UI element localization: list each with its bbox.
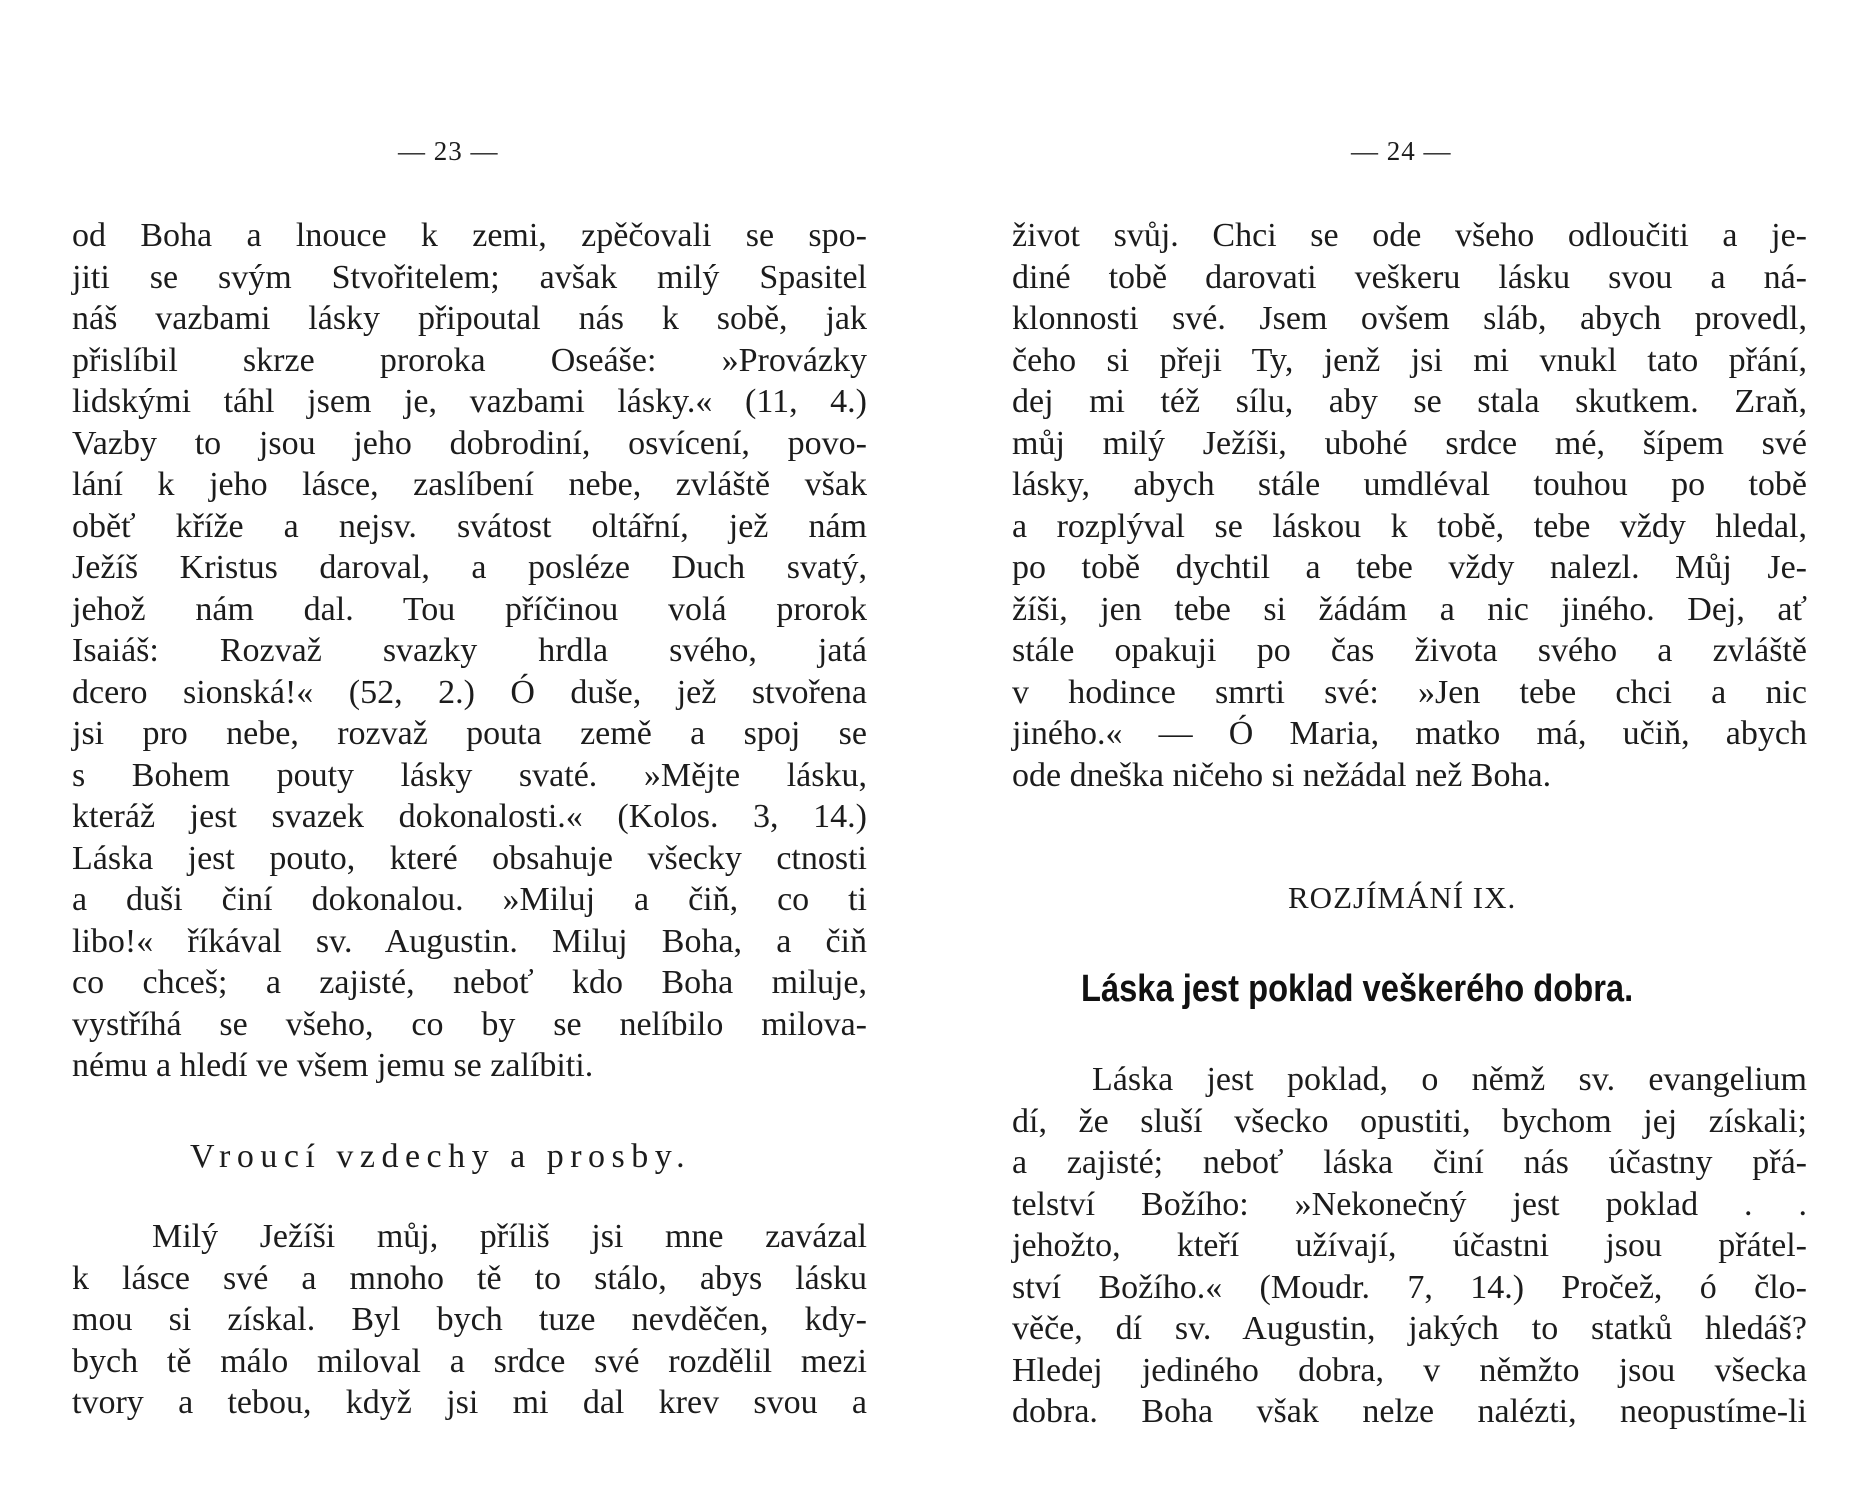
section-heading-prayers: Vroucí vzdechy a prosby. [190, 1138, 692, 1175]
text-line: náš vazbami lásky připoutal nás k sobě, jak [72, 300, 867, 337]
text-line: jsi pro nebe, rozvaž pouta země a spoj se [72, 715, 867, 752]
text-line: žíši, jen tebe si žádám a nic jiného. Dej, ať [1012, 590, 1807, 628]
text-line: život svůj. Chci se ode všeho odloučiti a je- [1012, 217, 1807, 254]
text-line: věče, dí sv. Augustin, jakých to statků hledáš? [1012, 1310, 1807, 1347]
text-line: dobra. Boha však nelze nalézti, neopustíme-li [1012, 1393, 1807, 1430]
text-line: stále opakuji po čas života svého a zvláště [1012, 632, 1807, 669]
text-line: Ježíš Kristus daroval, a posléze Duch svatý, [72, 549, 867, 586]
text-line: lání k jeho lásce, zaslíbení nebe, zvláště však [72, 466, 867, 503]
text-line: vystříhá se všeho, co by se nelíbilo milova- [72, 1005, 867, 1043]
text-line: Isaiáš: Rozvaž svazky hrdla svého, jatá [72, 632, 867, 669]
text-line: nému a hledí ve všem jemu se zalíbiti. [72, 1047, 594, 1084]
text-line: jehožto, kteří užívají, účastni jsou přátel- [1012, 1227, 1807, 1264]
text-line: mou si získal. Byl bych tuze nevděčen, kdy- [72, 1301, 867, 1338]
text-line: lásky, abych stále umdléval touhou po tobě [1012, 466, 1807, 503]
left-paragraph-prayer [72, 1216, 867, 1424]
text-line: můj milý Ježíši, ubohé srdce mé, šípem své [1012, 424, 1807, 462]
text-line: oběť kříže a nejsv. svátost oltářní, jež nám [72, 507, 867, 545]
right-paragraph-main [1012, 1059, 1807, 1433]
text-line: libo!« říkával sv. Augustin. Miluj Boha, a čiň [72, 922, 867, 960]
chapter-title: Láska jest poklad veškerého dobra. [1081, 968, 1634, 1010]
text-line: ode dneška ničeho si nežádal než Boha. [1012, 756, 1552, 794]
text-line: co chceš; a zajisté, neboť kdo Boha miluje, [72, 964, 867, 1001]
text-line: lidskými táhl jsem je, vazbami lásky.« (11, 4.) [72, 383, 867, 420]
text-line: a duši činí dokonalou. »Miluj a čiň, co ti [72, 881, 867, 918]
text-line: s Bohem pouty lásky svaté. »Mějte lásku, [72, 756, 867, 794]
page-number-right: — 24 — [1351, 136, 1452, 166]
text-line: od Boha a lnouce k zemi, zpěčovali se spo- [72, 217, 867, 254]
text-line: v hodince smrti své: »Jen tebe chci a nic [1012, 673, 1807, 711]
text-line: Milý Ježíši můj, příliš jsi mne zavázal [152, 1218, 867, 1255]
text-line: klonnosti své. Jsem ovšem sláb, abych provedl, [1012, 300, 1807, 337]
left-paragraph-main [72, 215, 867, 1087]
text-line: a rozplýval se láskou k tobě, tebe vždy hledal, [1012, 507, 1807, 545]
text-line: jiti se svým Stvořitelem; avšak milý Spasitel [72, 258, 867, 296]
text-line: jiného.« — Ó Maria, matko má, učiň, abych [1012, 715, 1807, 752]
text-line: a zajisté; neboť láska činí nás účastny přá- [1012, 1144, 1807, 1181]
text-line: telství Božího: »Nekonečný jest poklad . . [1012, 1185, 1807, 1223]
text-line: kteráž jest svazek dokonalosti.« (Kolos. 3, 14.) [72, 798, 867, 835]
text-line: dcero sionská!« (52, 2.) Ó duše, jež stvořena [72, 673, 867, 711]
text-line: dej mi též sílu, aby se stala skutkem. Zraň, [1012, 383, 1807, 420]
text-line: diné tobě darovati veškeru lásku svou a ná- [1012, 258, 1807, 296]
chapter-label: ROZJÍMÁNÍ IX. [1288, 880, 1517, 915]
text-line: jehož nám dal. Tou příčinou volá prorok [72, 590, 867, 628]
text-line: Láska jest poklad, o němž sv. evangelium [1092, 1061, 1807, 1098]
right-page [931, 0, 1862, 1500]
text-line: přislíbil skrze proroka Oseáše: »Provázky [72, 341, 867, 379]
text-line: Vazby to jsou jeho dobrodiní, osvícení, povo- [72, 424, 867, 462]
text-line: k lásce své a mnoho tě to stálo, abys lásku [72, 1259, 867, 1297]
text-line: po tobě dychtil a tebe vždy nalezl. Můj Je- [1012, 549, 1807, 586]
text-line: dí, že sluší všecko opustiti, bychom jej získali; [1012, 1102, 1807, 1140]
text-line: čeho si přeji Ty, jenž jsi mi vnukl tato přání, [1012, 341, 1807, 379]
text-line: tvory a tebou, když jsi mi dal krev svou a [72, 1384, 867, 1421]
right-paragraph-prayer-cont [1012, 215, 1807, 796]
text-line: ství Božího.« (Moudr. 7, 14.) Pročež, ó člo- [1012, 1268, 1807, 1306]
page-number-left: — 23 — [398, 136, 499, 166]
text-line: bych tě málo miloval a srdce své rozdělil mezi [72, 1342, 867, 1380]
text-line: Hledej jediného dobra, v němžto jsou všecka [1012, 1351, 1807, 1389]
text-line: Láska jest pouto, které obsahuje všecky ctnosti [72, 839, 867, 877]
